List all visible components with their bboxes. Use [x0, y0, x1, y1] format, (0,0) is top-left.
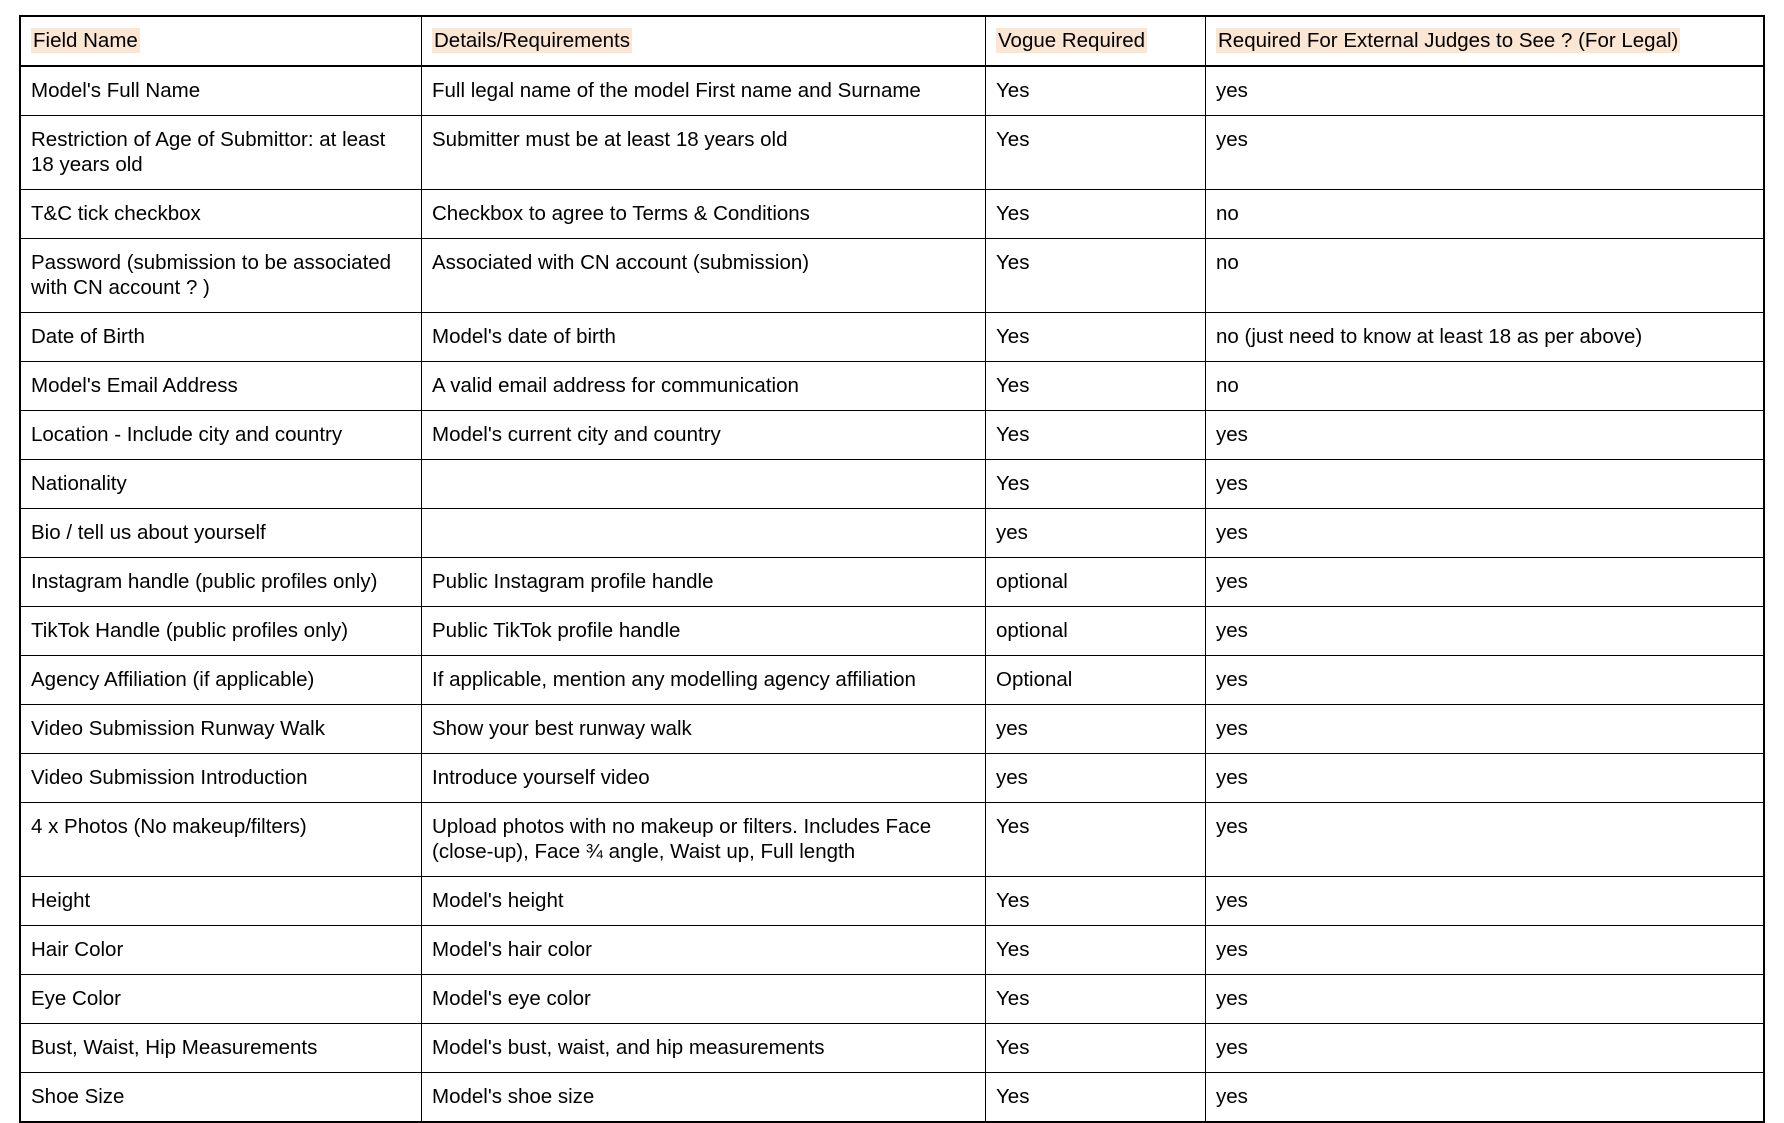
- vogue-required-cell[interactable]: Yes: [986, 190, 1206, 239]
- external-judges-cell[interactable]: no: [1206, 190, 1765, 239]
- vogue-required-cell[interactable]: Yes: [986, 1073, 1206, 1123]
- details-cell[interactable]: Model's hair color: [422, 926, 986, 975]
- details-cell[interactable]: Checkbox to agree to Terms & Conditions: [422, 190, 986, 239]
- details-cell[interactable]: A valid email address for communication: [422, 362, 986, 411]
- external-judges-cell[interactable]: yes: [1206, 116, 1765, 190]
- table-row: [20, 975, 1764, 1024]
- details-cell[interactable]: [422, 460, 986, 509]
- external-judges-cell[interactable]: yes: [1206, 754, 1765, 803]
- header-cell-field-name[interactable]: [20, 16, 422, 66]
- table-row: [20, 558, 1764, 607]
- field-name-cell[interactable]: Password (submission to be associated with CN account ? ): [20, 239, 422, 313]
- table-row: [20, 754, 1764, 803]
- table-row: [20, 656, 1764, 705]
- vogue-required-cell[interactable]: Optional: [986, 656, 1206, 705]
- field-name-cell[interactable]: 4 x Photos (No makeup/filters): [20, 803, 422, 877]
- vogue-required-cell[interactable]: optional: [986, 607, 1206, 656]
- vogue-required-cell[interactable]: Yes: [986, 975, 1206, 1024]
- table-row: [20, 1073, 1764, 1123]
- external-judges-cell[interactable]: yes: [1206, 66, 1765, 116]
- table-row: [20, 1024, 1764, 1073]
- header-cell-details[interactable]: [422, 16, 986, 66]
- table-row: [20, 607, 1764, 656]
- field-name-cell[interactable]: Shoe Size: [20, 1073, 422, 1123]
- vogue-required-cell[interactable]: Yes: [986, 1024, 1206, 1073]
- header-field-name: Field Name: [33, 29, 138, 52]
- vogue-required-cell[interactable]: yes: [986, 754, 1206, 803]
- field-name-cell[interactable]: Bio / tell us about yourself: [20, 509, 422, 558]
- details-cell[interactable]: Model's eye color: [422, 975, 986, 1024]
- field-name-cell[interactable]: Bust, Waist, Hip Measurements: [20, 1024, 422, 1073]
- details-cell[interactable]: [422, 509, 986, 558]
- header-cell-vogue-required[interactable]: [986, 16, 1206, 66]
- external-judges-cell[interactable]: no: [1206, 239, 1765, 313]
- field-name-cell[interactable]: T&C tick checkbox: [20, 190, 422, 239]
- header-cell-external-judges[interactable]: [1206, 16, 1765, 66]
- vogue-required-cell[interactable]: Yes: [986, 239, 1206, 313]
- vogue-required-cell[interactable]: Yes: [986, 66, 1206, 116]
- external-judges-cell[interactable]: yes: [1206, 1024, 1765, 1073]
- header-external-judges: Required For External Judges to See ? (For Legal): [1218, 29, 1679, 52]
- vogue-required-cell[interactable]: Yes: [986, 460, 1206, 509]
- table-row: [20, 926, 1764, 975]
- vogue-required-cell[interactable]: Yes: [986, 926, 1206, 975]
- vogue-required-cell[interactable]: yes: [986, 705, 1206, 754]
- vogue-required-cell[interactable]: yes: [986, 509, 1206, 558]
- field-name-cell[interactable]: Video Submission Runway Walk: [20, 705, 422, 754]
- table-row: [20, 190, 1764, 239]
- external-judges-cell[interactable]: yes: [1206, 803, 1765, 877]
- details-cell[interactable]: Show your best runway walk: [422, 705, 986, 754]
- details-cell[interactable]: Model's current city and country: [422, 411, 986, 460]
- table-row: [20, 362, 1764, 411]
- field-name-cell[interactable]: Model's Full Name: [20, 66, 422, 116]
- table-row: [20, 411, 1764, 460]
- external-judges-cell[interactable]: yes: [1206, 509, 1765, 558]
- vogue-required-cell[interactable]: Yes: [986, 411, 1206, 460]
- field-name-cell[interactable]: Model's Email Address: [20, 362, 422, 411]
- details-cell[interactable]: Submitter must be at least 18 years old: [422, 116, 986, 190]
- table-row: [20, 705, 1764, 754]
- external-judges-cell[interactable]: yes: [1206, 607, 1765, 656]
- table-row: [20, 509, 1764, 558]
- field-name-cell[interactable]: Eye Color: [20, 975, 422, 1024]
- field-name-cell[interactable]: Location - Include city and country: [20, 411, 422, 460]
- external-judges-cell[interactable]: yes: [1206, 975, 1765, 1024]
- field-name-cell[interactable]: Nationality: [20, 460, 422, 509]
- field-name-cell[interactable]: Hair Color: [20, 926, 422, 975]
- field-name-cell[interactable]: Date of Birth: [20, 313, 422, 362]
- details-cell[interactable]: If applicable, mention any modelling agency affiliation: [422, 656, 986, 705]
- external-judges-cell[interactable]: yes: [1206, 656, 1765, 705]
- vogue-required-cell[interactable]: Yes: [986, 313, 1206, 362]
- vogue-required-cell[interactable]: Yes: [986, 877, 1206, 926]
- external-judges-cell[interactable]: yes: [1206, 705, 1765, 754]
- details-cell[interactable]: Public Instagram profile handle: [422, 558, 986, 607]
- details-cell[interactable]: Associated with CN account (submission): [422, 239, 986, 313]
- details-cell[interactable]: Model's bust, waist, and hip measurements: [422, 1024, 986, 1073]
- header-row: [20, 16, 1764, 66]
- header-details: Details/Requirements: [434, 29, 630, 52]
- external-judges-cell[interactable]: yes: [1206, 1073, 1765, 1123]
- vogue-required-cell[interactable]: Yes: [986, 803, 1206, 877]
- external-judges-cell[interactable]: yes: [1206, 558, 1765, 607]
- details-cell[interactable]: Model's height: [422, 877, 986, 926]
- details-cell[interactable]: Model's shoe size: [422, 1073, 986, 1123]
- details-cell[interactable]: Full legal name of the model First name and Surname: [422, 66, 986, 116]
- field-name-cell[interactable]: Instagram handle (public profiles only): [20, 558, 422, 607]
- field-name-cell[interactable]: Restriction of Age of Submittor: at least 18 years old: [20, 116, 422, 190]
- field-name-cell[interactable]: Height: [20, 877, 422, 926]
- requirements-table: [19, 15, 1765, 1123]
- table-row: [20, 239, 1764, 313]
- vogue-required-cell[interactable]: Yes: [986, 116, 1206, 190]
- vogue-required-cell[interactable]: optional: [986, 558, 1206, 607]
- external-judges-cell[interactable]: yes: [1206, 926, 1765, 975]
- details-cell[interactable]: Upload photos with no makeup or filters. Includes Face (close-up), Face ¾ angle, Waist up, Full length: [422, 803, 986, 877]
- field-name-cell[interactable]: Agency Affiliation (if applicable): [20, 656, 422, 705]
- table-row: [20, 116, 1764, 190]
- table-row: [20, 877, 1764, 926]
- field-name-cell[interactable]: TikTok Handle (public profiles only): [20, 607, 422, 656]
- table-row: [20, 460, 1764, 509]
- external-judges-cell[interactable]: yes: [1206, 877, 1765, 926]
- header-vogue-required: Vogue Required: [998, 29, 1146, 52]
- vogue-required-cell[interactable]: Yes: [986, 362, 1206, 411]
- external-judges-cell[interactable]: no: [1206, 362, 1765, 411]
- details-cell[interactable]: Introduce yourself video: [422, 754, 986, 803]
- table-row: [20, 803, 1764, 877]
- external-judges-cell[interactable]: yes: [1206, 411, 1765, 460]
- field-name-cell[interactable]: Video Submission Introduction: [20, 754, 422, 803]
- external-judges-cell[interactable]: no (just need to know at least 18 as per above): [1206, 313, 1765, 362]
- external-judges-cell[interactable]: yes: [1206, 460, 1765, 509]
- details-cell[interactable]: Model's date of birth: [422, 313, 986, 362]
- table-row: [20, 313, 1764, 362]
- details-cell[interactable]: Public TikTok profile handle: [422, 607, 986, 656]
- table-row: [20, 66, 1764, 116]
